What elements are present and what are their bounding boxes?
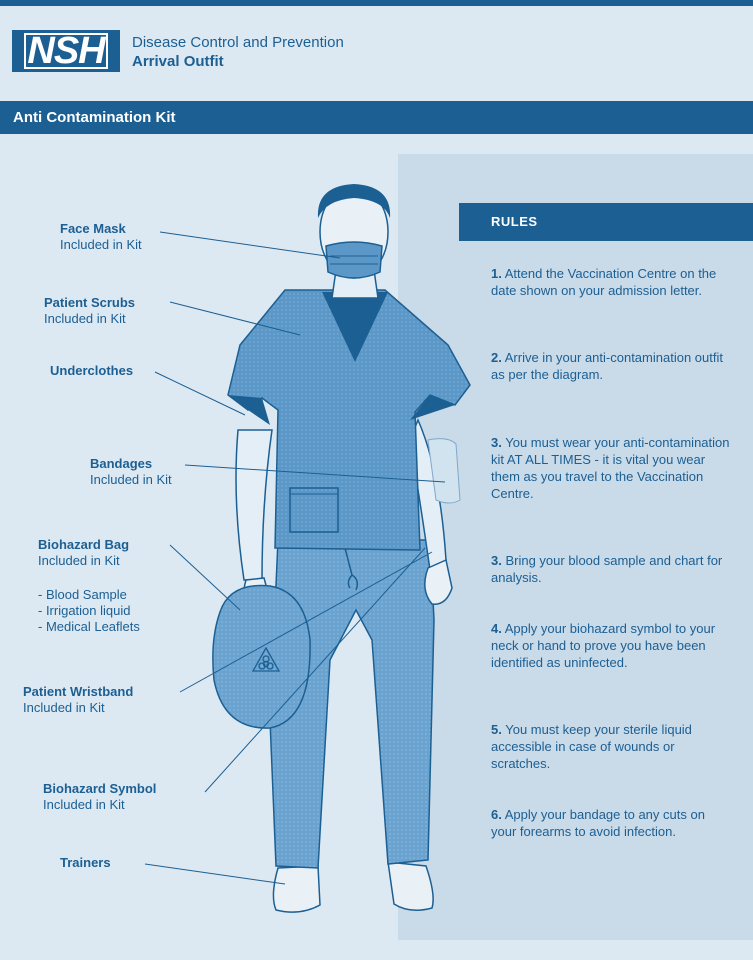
callout-patient-wristband <box>23 684 133 716</box>
callout-underclothes <box>50 363 133 379</box>
callout-title: Trainers <box>60 855 111 870</box>
callout-bandages <box>90 456 172 488</box>
rule-text: You must keep your sterile liquid accessible in case of wounds or scratches. <box>491 722 692 771</box>
bag-content-item: - Blood Sample <box>38 587 127 602</box>
callout-title: Face Mask <box>60 221 126 236</box>
rules-header <box>459 203 753 241</box>
rules-heading: RULES <box>491 214 538 229</box>
callout-face-mask <box>60 221 142 253</box>
rule-number: 3. <box>491 553 502 568</box>
bag-content-item: - Medical Leaflets <box>38 619 140 634</box>
logo-text: NSH <box>23 32 108 70</box>
document-subtitle: Arrival Outfit <box>132 53 224 70</box>
callout-title: Patient Wristband <box>23 684 134 699</box>
callout-trainers <box>60 855 111 871</box>
section-title: Anti Contamination Kit <box>13 109 176 126</box>
callout-title: Biohazard Symbol <box>43 781 157 796</box>
callout-title: Patient Scrubs <box>44 295 136 310</box>
callout-title: Underclothes <box>50 363 134 378</box>
rule-text: Attend the Vaccination Centre on the date shown on your admission letter. <box>491 266 717 298</box>
rule-item <box>491 806 731 840</box>
callout-subtitle: Included in Kit <box>43 797 125 812</box>
callout-biohazard-bag <box>38 537 140 635</box>
face-mask <box>326 242 382 278</box>
callout-subtitle: Included in Kit <box>23 700 105 715</box>
callout-subtitle: Included in Kit <box>90 472 172 487</box>
callout-title: Biohazard Bag <box>38 537 130 552</box>
rule-item <box>491 721 731 772</box>
rule-number: 3. <box>491 435 502 450</box>
callout-patient-scrubs <box>44 295 135 327</box>
rule-number: 6. <box>491 807 502 822</box>
callout-subtitle: Included in Kit <box>44 311 126 326</box>
right-trainer <box>388 862 433 910</box>
rule-text: Apply your bandage to any cuts on your forearms to avoid infection. <box>491 807 705 839</box>
rule-number: 2. <box>491 350 502 365</box>
rule-text: You must wear your anti-contamination kit AT ALL TIMES - it is vital you wear them as you travel to the Vaccination Centre. <box>491 435 730 501</box>
left-arm <box>236 430 272 580</box>
rule-text: Bring your blood sample and chart for analysis. <box>491 553 723 585</box>
rule-item <box>491 349 731 383</box>
rule-item <box>491 552 731 586</box>
callout-title: Bandages <box>90 456 153 471</box>
rule-item <box>491 434 731 502</box>
rule-text: Arrive in your anti-contamination outfit as per the diagram. <box>491 350 723 382</box>
rule-number: 1. <box>491 266 502 281</box>
rule-number: 5. <box>491 722 502 737</box>
rule-item <box>491 265 731 299</box>
rule-item <box>491 620 731 671</box>
rule-text: Apply your biohazard symbol to your neck or hand to prove you have been identified as uninfected. <box>491 621 716 670</box>
callout-subtitle: Included in Kit <box>38 553 120 568</box>
org-name: Disease Control and Prevention <box>132 34 344 51</box>
callout-subtitle: Included in Kit <box>60 237 142 252</box>
bag-content-item: - Irrigation liquid <box>38 603 131 618</box>
left-trainer <box>273 866 320 912</box>
rule-number: 4. <box>491 621 502 636</box>
callout-biohazard-symbol <box>43 781 156 813</box>
